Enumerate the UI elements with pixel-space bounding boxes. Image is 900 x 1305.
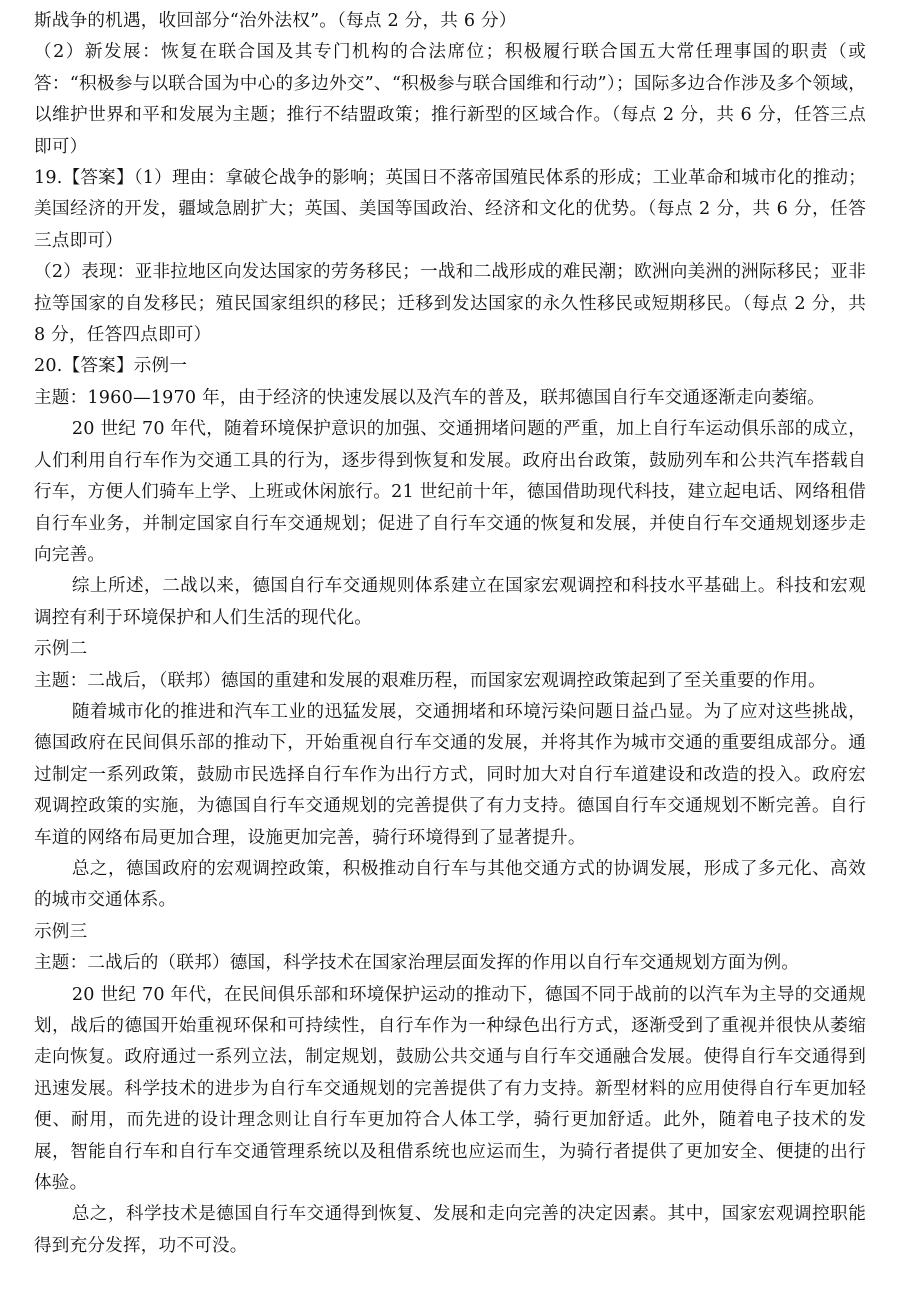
paragraph: 随着城市化的推进和汽车工业的迅猛发展，交通拥堵和环境污染问题日益凸显。为了应对这些挑战，德国政府在民间俱乐部的推动下，开始重视自行车交通的发展，并将其作为城市交通的重要组成部分。通过制定一系列政策，鼓励市民选择自行车作为出行方式，同时加大对自行车道建设和改造的投入。政府宏观调控政策的实施，为德国自行车交通规划的完善提供了有力支持。德国自行车交通规划不断完善。自行车道的网络布局更加合理，设施更加完善，骑行环境得到了显著提升。 <box>34 701 866 848</box>
theme-line: 主题：二战后的（联邦）德国，科学技术在国家治理层面发挥的作用以自行车交通规划方面为例。 <box>34 953 800 974</box>
paragraph: 20 世纪 70 年代，随着环境保护意识的加强、交通拥堵问题的严重，加上自行车运动俱乐部的成立，人们利用自行车作为交通工具的行为，逐步得到恢复和发展。政府出台政策，鼓励列车和公共汽车搭载自行车，方便人们骑车上学、上班或休闲旅行。21 世纪前十年，德国借助现代科技，建立起电话、网络租借自行车业务，并制定国家自行车交通规划；促进了自行车交通的恢复和发展，并使自行车交通规划逐步走向完善。 <box>34 419 866 565</box>
paragraph: 综上所述，二战以来，德国自行车交通规则体系建立在国家宏观调控和科技水平基础上。科技和宏观调控有利于环境保护和人们生活的现代化。 <box>34 576 866 628</box>
paragraph: 总之，德国政府的宏观调控政策，积极推动自行车与其他交通方式的协调发展，形成了多元化、高效的城市交通体系。 <box>34 858 866 911</box>
paragraph: 斯战争的机遇，收回部分“治外法权”。（每点 2 分，共 6 分） <box>34 11 517 31</box>
paragraph: （2）新发展：恢复在联合国及其专门机构的合法席位；积极履行联合国五大常任理事国的职责（或答：“积极参与以联合国为中心的多边外交”、“积极参与联合国维和行动”）；国际多边合作涉及多个领域，以维护世界和平和发展为主题；推行不结盟政策；推行新型的区域合作。（每点 2 分，共 6 分，任答三点即可） <box>34 42 866 157</box>
theme-line: 主题：二战后，（联邦）德国的重建和发展的艰难历程，而国家宏观调控政策起到了至关重要的作用。 <box>34 670 826 691</box>
answer-document <box>34 6 866 1262</box>
question-heading: 20.【答案】示例一 <box>34 356 188 377</box>
paragraph: （2）表现：亚非拉地区向发达国家的劳务移民；一战和二战形成的难民潮；欧洲向美洲的洲际移民；亚非拉等国家的自发移民；殖民国家组织的移民；迁移到发达国家的永久性移民或短期移民。（每点 2 分，共 8 分，任答四点即可） <box>34 262 866 346</box>
theme-line: 主题：1960—1970 年，由于经济的快速发展以及汽车的普及，联邦德国自行车交通逐渐走向萎缩。 <box>34 387 825 408</box>
paragraph: 总之，科学技术是德国自行车交通得到恢复、发展和走向完善的决定因素。其中，国家宏观调控职能得到充分发挥，功不可没。 <box>34 1204 866 1256</box>
example-heading: 示例二 <box>34 639 88 660</box>
paragraph: 20 世纪 70 年代，在民间俱乐部和环境保护运动的推动下，德国不同于战前的以汽车为主导的交通规划，战后的德国开始重视环保和可持续性，自行车作为一种绿色出行方式，逐渐受到了重视并很快从萎缩走向恢复。政府通过一系列立法，制定规划，鼓励公共交通与自行车交通融合发展。使得自行车交通得到迅速发展。科学技术的进步为自行车交通规划的完善提供了有力支持。新型材料的应用使得自行车更加轻便、耐用，而先进的设计理念则让自行车更加符合人体工学，骑行更加舒适。此外，随着电子技术的发展，智能自行车和自行车交通管理系统以及租借系统也应运而生，为骑行者提供了更加安全、便捷的出行体验。 <box>34 984 866 1194</box>
paragraph: 19.【答案】（1）理由：拿破仑战争的影响；英国日不落帝国殖民体系的形成；工业革命和城市化的推动；美国经济的开发，疆域急剧扩大；英国、美国等国政治、经济和文化的优势。（每点 2 分，共 6 分，任答三点即可） <box>34 168 866 251</box>
example-heading: 示例三 <box>34 921 88 942</box>
